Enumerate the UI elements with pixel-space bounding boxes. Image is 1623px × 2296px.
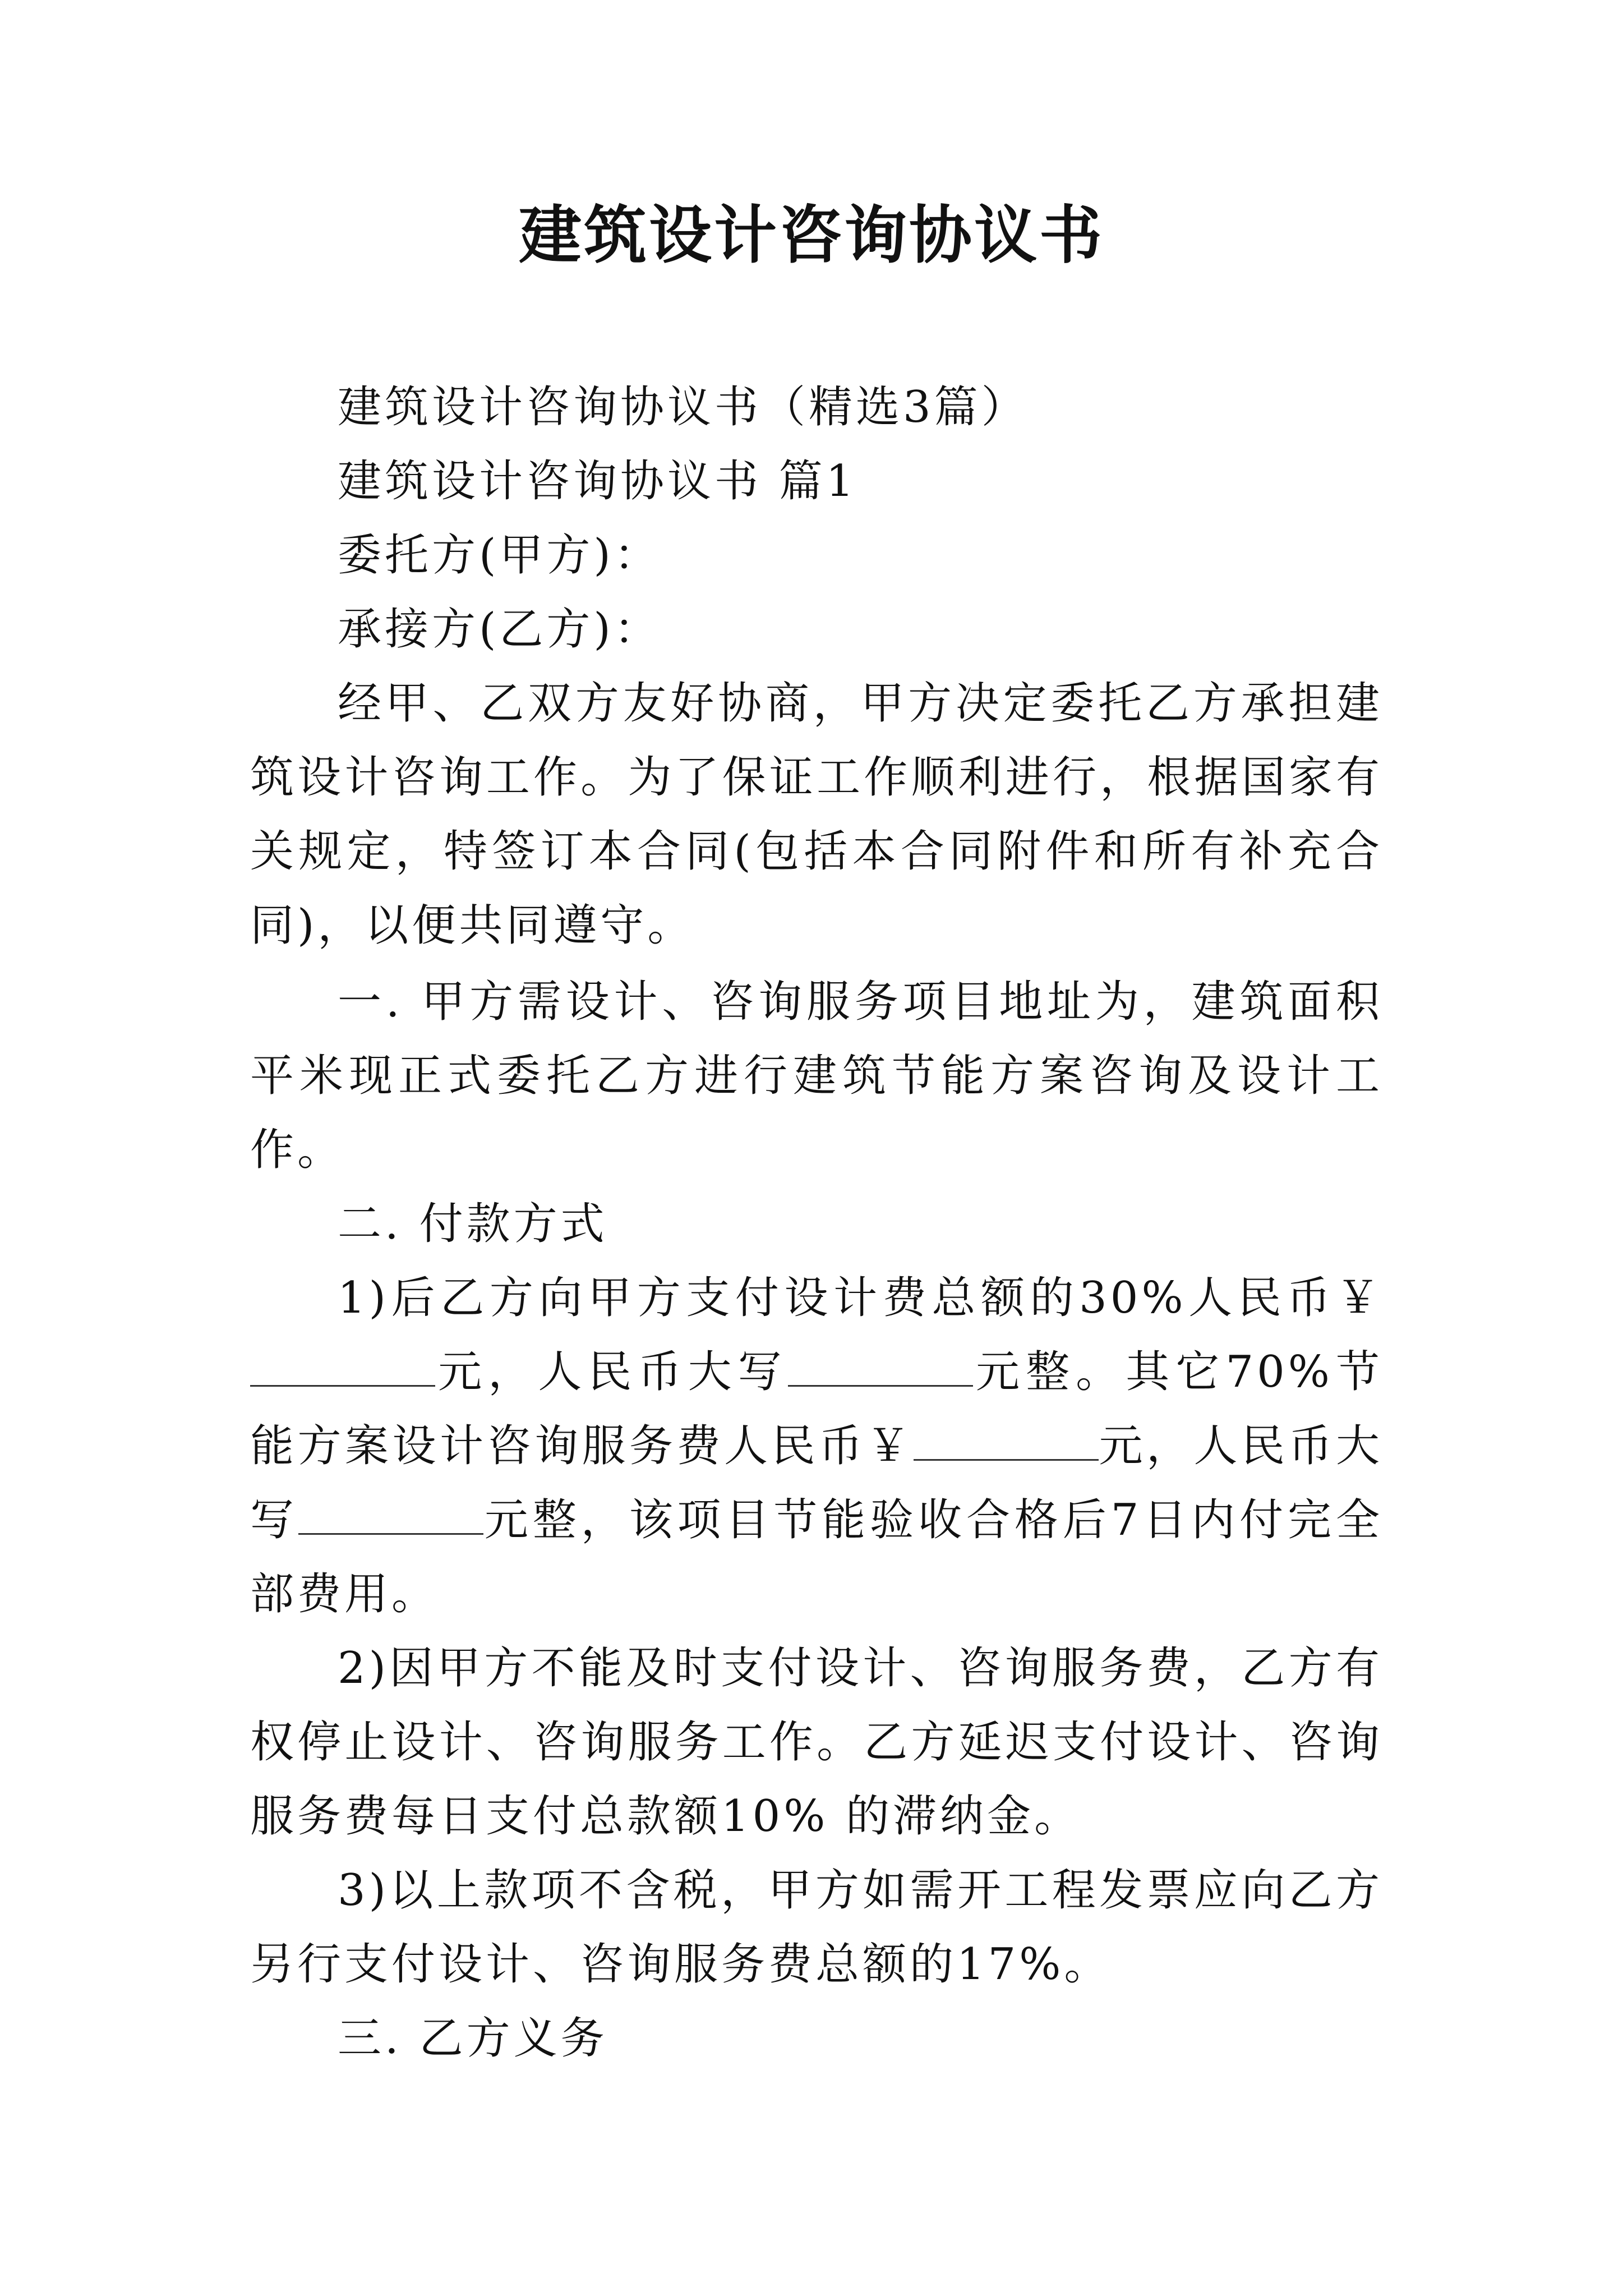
payment-1-text-e: 元整，该项目节能验收合格后7日内付完全部费用。 — [250, 1495, 1383, 1619]
payment-1-text-a: 1)后乙方向甲方支付设计费总额的30%人民币￥ — [338, 1273, 1383, 1323]
amount-blank-4 — [298, 1494, 483, 1535]
payment-1-text-c: 元整。其它70%节能方案设计咨询服务费人民币￥ — [250, 1347, 1383, 1471]
payment-1-text-b: 元，人民币大写 — [435, 1347, 788, 1397]
party-b-line: 承接方(乙方)： — [338, 604, 661, 655]
clause-3-heading: 三. 乙方义务 — [338, 2013, 608, 2064]
payment-1-paragraph — [250, 1261, 1383, 1631]
payment-2-paragraph: 2)因甲方不能及时支付设计、咨询服务费，乙方有权停止设计、咨询服务工作。乙方延迟支付设计、咨询服务费每日支付总款额10% 的滞纳金。 — [250, 1643, 1383, 1842]
clause-1-paragraph: 一. 甲方需设计、咨询服务项目地址为，建筑面积平米现正式委托乙方进行建筑节能方案咨询及设计工作。 — [250, 977, 1383, 1175]
amount-blank-3 — [914, 1420, 1099, 1461]
section-heading: 建筑设计咨询协议书 篇1 — [338, 456, 857, 507]
subtitle: 建筑设计咨询协议书（精选3篇） — [338, 382, 1029, 432]
payment-1-text-d: 元，人民币大写 — [250, 1421, 1383, 1545]
amount-blank-2 — [788, 1346, 973, 1387]
document-title: 建筑设计咨询协议书 — [519, 199, 1104, 272]
party-a-line: 委托方(甲方)： — [338, 530, 661, 581]
clause-2-heading: 二. 付款方式 — [338, 1199, 608, 1249]
document-body — [250, 370, 1383, 2076]
payment-3-paragraph: 3)以上款项不含税，甲方如需开工程发票应向乙方另行支付设计、咨询服务费总额的17%。 — [250, 1865, 1383, 1990]
amount-blank-1 — [250, 1346, 435, 1387]
intro-paragraph: 经甲、乙双方友好协商，甲方决定委托乙方承担建筑设计咨询工作。为了保证工作顺利进行，根据国家有关规定，特签订本合同(包括本合同附件和所有补充合同)，以便共同遵守。 — [250, 678, 1383, 951]
